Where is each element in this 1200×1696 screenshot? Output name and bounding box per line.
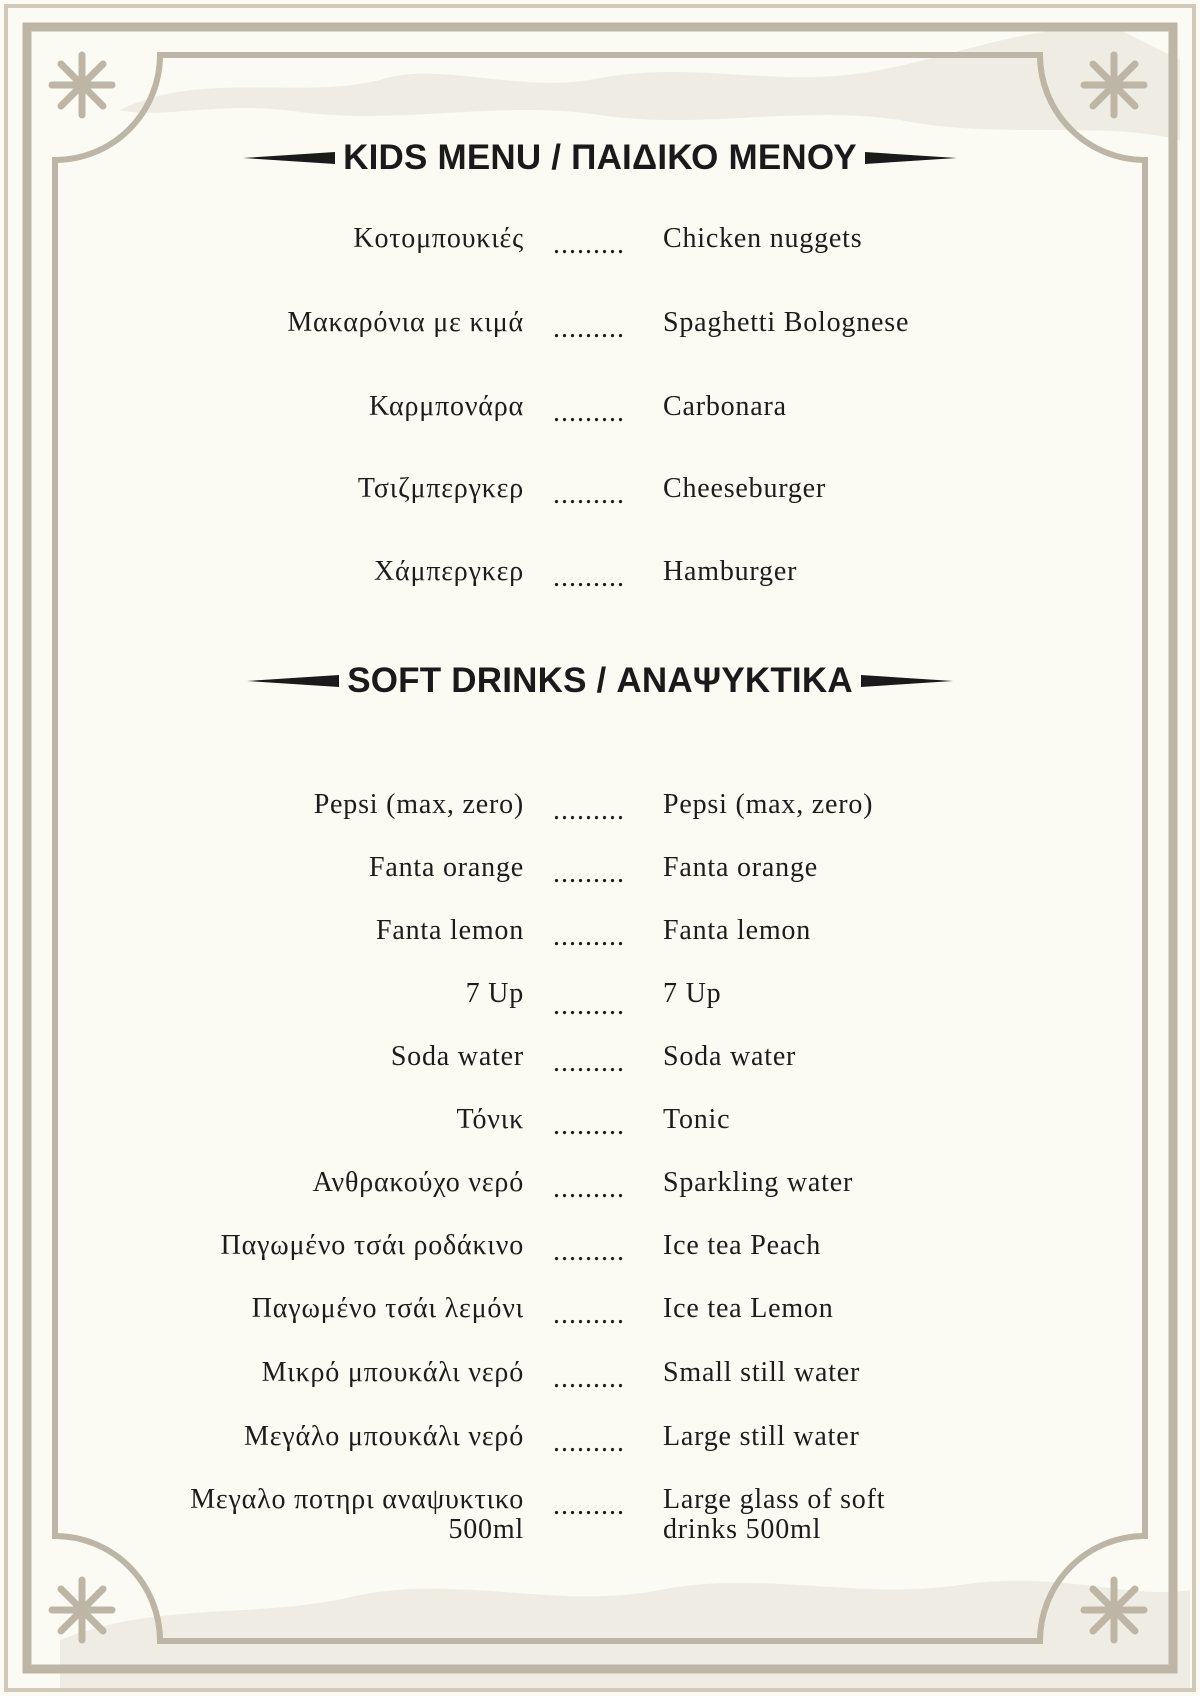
item-name-english: Cheeseburger bbox=[663, 473, 827, 504]
item-dots: ......... bbox=[553, 479, 625, 510]
item-name-greek: 7 Up bbox=[465, 978, 524, 1009]
soft-drinks-title: SOFT DRINKS / ΑΝΑΨΥΚΤΙΚΑ bbox=[347, 661, 853, 700]
item-name-greek: Μικρό μπουκάλι νερό bbox=[261, 1357, 524, 1388]
item-dots: ......... bbox=[553, 1110, 625, 1141]
item-name-english: 7 Up bbox=[663, 978, 722, 1009]
arrow-right-icon bbox=[861, 674, 953, 688]
item-dots: ......... bbox=[553, 795, 625, 826]
item-dots: ......... bbox=[553, 1236, 625, 1267]
drink-item bbox=[0, 1042, 1200, 1082]
item-dots: ......... bbox=[553, 313, 625, 344]
kids-menu-heading bbox=[0, 138, 1200, 178]
item-name-greek: Μεγαλο ποτηρι αναψυκτικο 500ml bbox=[190, 1484, 524, 1545]
corner-star-icon bbox=[52, 55, 1144, 1640]
item-name-greek: Τσιζμπεργκερ bbox=[357, 473, 524, 504]
item-name-english: Hamburger bbox=[663, 556, 798, 587]
item-dots: ......... bbox=[553, 921, 625, 952]
item-name-greek: Μακαρόνια με κιμά bbox=[287, 307, 524, 338]
item-name-english: Spaghetti Bolognese bbox=[663, 307, 910, 338]
drink-item bbox=[0, 1231, 1200, 1271]
item-name-english: Soda water bbox=[663, 1041, 797, 1072]
kids-item bbox=[0, 557, 1200, 597]
drink-item bbox=[0, 1168, 1200, 1208]
drink-item bbox=[0, 1485, 1200, 1549]
drink-item bbox=[0, 1422, 1200, 1462]
kids-item bbox=[0, 392, 1200, 432]
item-dots: ......... bbox=[553, 1173, 625, 1204]
item-name-greek: Παγωμένο τσάι λεμόνι bbox=[251, 1293, 524, 1324]
item-dots: ......... bbox=[553, 1047, 625, 1078]
drink-item bbox=[0, 1105, 1200, 1145]
item-dots: ......... bbox=[553, 1490, 625, 1521]
item-name-greek: Καρμπονάρα bbox=[369, 391, 524, 422]
item-name-english: Ice tea Peach bbox=[663, 1230, 822, 1261]
soft-drinks-heading bbox=[0, 661, 1200, 701]
item-dots: ......... bbox=[553, 1299, 625, 1330]
item-name-english: Large glass of soft drinks 500ml bbox=[663, 1484, 886, 1545]
drink-item bbox=[0, 853, 1200, 893]
item-name-greek: Pepsi (max, zero) bbox=[313, 789, 524, 820]
item-name-greek: Παγωμένο τσάι ροδάκινο bbox=[220, 1230, 524, 1261]
item-name-english: Pepsi (max, zero) bbox=[663, 789, 874, 820]
item-name-english: Large still water bbox=[663, 1421, 860, 1452]
item-dots: ......... bbox=[553, 858, 625, 889]
item-dots: ......... bbox=[553, 990, 625, 1021]
item-name-greek: Fanta lemon bbox=[376, 915, 524, 946]
kids-menu-title: KIDS MENU / ΠΑΙΔΙΚΟ ΜΕΝΟΥ bbox=[343, 138, 857, 177]
item-name-english: Small still water bbox=[663, 1357, 861, 1388]
arrow-left-icon bbox=[243, 151, 335, 165]
item-name-greek: Ανθρακούχο νερό bbox=[312, 1167, 524, 1198]
item-name-greek: Χάμπεργκερ bbox=[374, 556, 524, 587]
item-name-greek: Τόνικ bbox=[456, 1104, 524, 1135]
drink-item bbox=[0, 790, 1200, 830]
item-name-english: Carbonara bbox=[663, 391, 787, 422]
item-dots: ......... bbox=[553, 397, 625, 428]
item-name-greek: Fanta orange bbox=[369, 852, 524, 883]
item-name-english: Sparkling water bbox=[663, 1167, 854, 1198]
kids-item bbox=[0, 224, 1200, 264]
item-name-english: Tonic bbox=[663, 1104, 731, 1135]
item-name-english: Chicken nuggets bbox=[663, 223, 863, 254]
drink-item bbox=[0, 1358, 1200, 1398]
drink-item bbox=[0, 1294, 1200, 1334]
item-name-greek: Κοτομπουκιές bbox=[353, 223, 524, 254]
drink-item bbox=[0, 979, 1200, 1019]
item-name-english: Ice tea Lemon bbox=[663, 1293, 834, 1324]
arrow-left-icon bbox=[247, 674, 339, 688]
kids-item bbox=[0, 474, 1200, 514]
item-name-greek: Μεγάλο μπουκάλι νερό bbox=[244, 1421, 524, 1452]
item-dots: ......... bbox=[553, 229, 625, 260]
item-name-english: Fanta lemon bbox=[663, 915, 811, 946]
item-name-greek: Soda water bbox=[390, 1041, 524, 1072]
kids-item bbox=[0, 308, 1200, 348]
item-name-english: Fanta orange bbox=[663, 852, 818, 883]
item-dots: ......... bbox=[553, 1363, 625, 1394]
item-dots: ......... bbox=[553, 562, 625, 593]
drink-item bbox=[0, 916, 1200, 956]
item-dots: ......... bbox=[553, 1427, 625, 1458]
arrow-right-icon bbox=[865, 151, 957, 165]
